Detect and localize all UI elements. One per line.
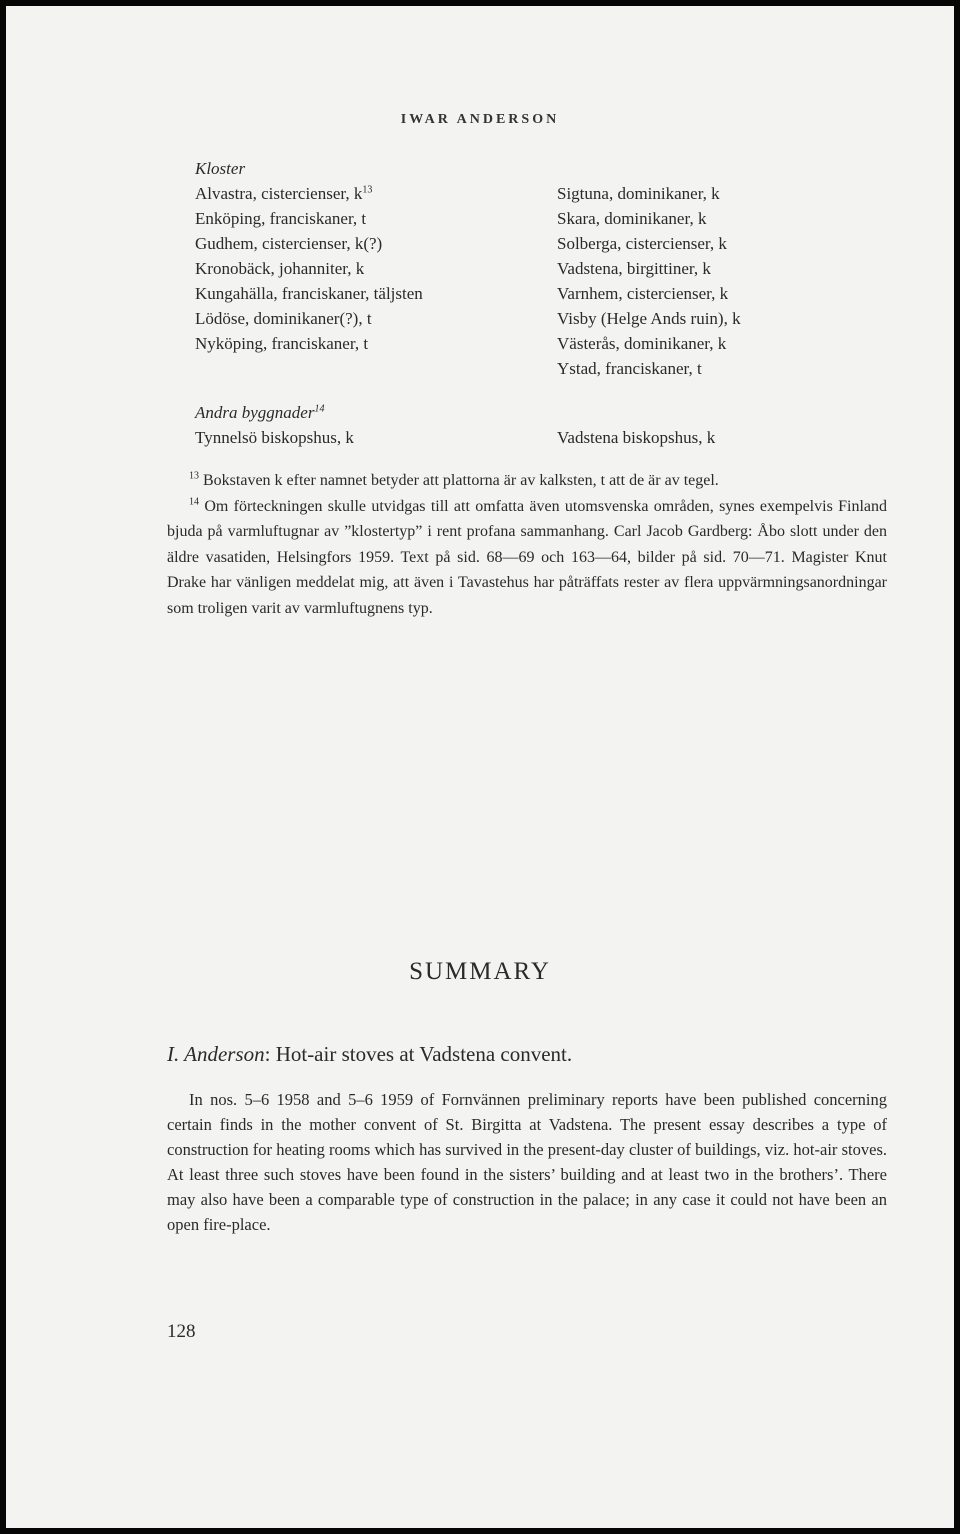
page-number: 128 [167,1321,196,1342]
kloster-entry: Solberga, cistercienser, k [557,234,727,253]
footnote-ref: 13 [362,184,373,196]
summary-heading: SUMMARY [409,958,551,985]
andra-entry: Vadstena biskopshus, k [557,428,716,447]
footnotes [167,468,887,621]
kloster-heading: Kloster [195,159,246,178]
andra-entry: Tynnelsö biskopshus, k [195,428,354,447]
kloster-entry: Alvastra, cistercienser, $k^{13}$ [195,184,373,203]
kloster-entry: Vadstena, birgittiner, k [557,259,711,278]
kloster-entry: Skara, dominikaner, k [557,209,707,228]
kloster-entry: Ystad, franciskaner, t [557,359,702,378]
andra-right-column [557,425,715,450]
kloster-entry: Nyköping, franciskaner, t [195,334,369,353]
kloster-entry: Sigtuna, dominikaner, k [557,184,720,203]
kloster-left-column [195,156,423,356]
kloster-entry: Varnhem, cistercienser, k [557,284,729,303]
andra-heading: Andra byggnader$^{14}$ [195,403,325,422]
footnote-number: 13 [189,470,199,482]
kloster-entry: Kungahälla, franciskaner, täljsten [195,284,423,303]
kloster-right-column [557,181,741,381]
andra-left-column [195,400,354,450]
article-title-text: : Hot-air stoves at Vadstena convent. [264,1042,573,1066]
kloster-entry: Enköping, franciskaner, t [195,209,367,228]
kloster-entry: Kronobäck, johanniter, k [195,259,365,278]
kloster-entry: Gudhem, cistercienser, k(?) [195,234,383,253]
kloster-entry: Lödöse, dominikaner(?), t [195,309,372,328]
kloster-entry: Visby (Helge Ands ruin), k [557,309,741,328]
running-header: IWAR ANDERSON [400,112,560,127]
footnote: $^{13}$ Bokstaven k efter namnet betyder att plattorna är av kalksten, t att de är av tegel. [189,470,719,489]
article-author: I. Anderson [167,1042,265,1066]
article-title [167,1042,572,1067]
summary-body [167,1087,887,1237]
footnote-ref: 14 [314,403,325,415]
summary-paragraph: In nos. 5–6 1958 and 5–6 1959 of Fornvännen preliminary reports have been published concerning certain finds in the mother convent of St. Birgitta at Vadstena. The present essay describes a type of construction for heating rooms which has survived in the present-day cluster of buildings, viz. hot-air stoves. At least three such stoves have been found in the sisters’ building and at least two in the brothers’. There may also have been a comparable type of construction in the palace; in any case it could not have been an open fire-place. [167,1090,887,1234]
footnote: $^{14}$ Om förteckningen skulle utvidgas till att omfatta även utomsvenska områden, synes exempelvis Finland bjuda på varmluftugnar av ”klostertyp” i rent profana sammanhang. Carl Jacob Gardberg: Åbo slott under den äldre vasatiden, Helsingfors 1959. Text på sid. 68—69 och 163—64, bilder på sid. 70—71. Magister Knut Drake har vänligen meddelat mig, att även i Tavastehus har påträffats rester av flera uppvärmningsanordningar som troligen varit av varmluftugnens typ. [167,496,888,617]
kloster-entry: Västerås, dominikaner, k [557,334,727,353]
footnote-number: 14 [189,496,199,508]
document-page [6,6,954,1528]
